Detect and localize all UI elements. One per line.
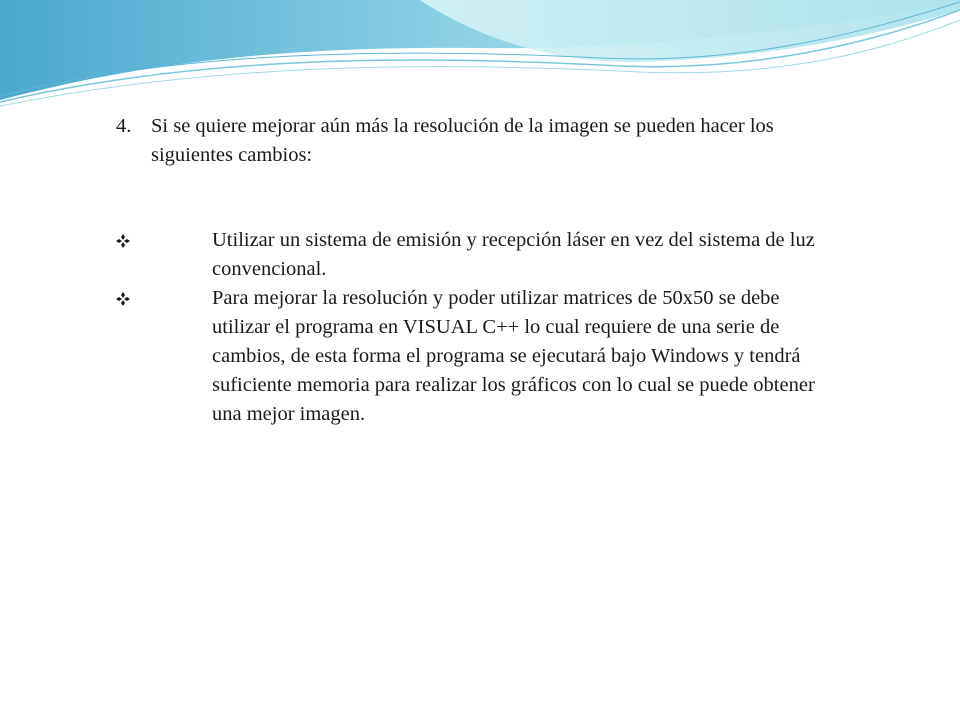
bullet-text: Utilizar un sistema de emisión y recepción láser en vez del sistema de luz convencional.: [212, 229, 815, 280]
bullet-text: Para mejorar la resolución y poder utilizar matrices de 50x50 se debe utilizar el programa en VISUAL C++ lo cual requiere de una serie de cambios, de esta forma el programa se ejecutará bajo Windows y tendrá suficiente memoria para realizar los gráficos con lo cual se puede obtener una mejor imagen.: [212, 287, 815, 425]
bullet-item: [116, 284, 816, 429]
bullet-list: [116, 226, 816, 429]
diamond-bullet-icon: [116, 284, 212, 429]
numbered-item-4: [116, 112, 816, 170]
diamond-bullet-icon: [116, 226, 212, 284]
header-wave-decoration: [0, 0, 960, 120]
wave-band-light: [420, 0, 960, 62]
bullet-item: [116, 226, 816, 284]
item-text: Si se quiere mejorar aún más la resolución de la imagen se pueden hacer los siguientes cambios:: [151, 115, 774, 166]
item-number: 4.: [116, 115, 132, 137]
